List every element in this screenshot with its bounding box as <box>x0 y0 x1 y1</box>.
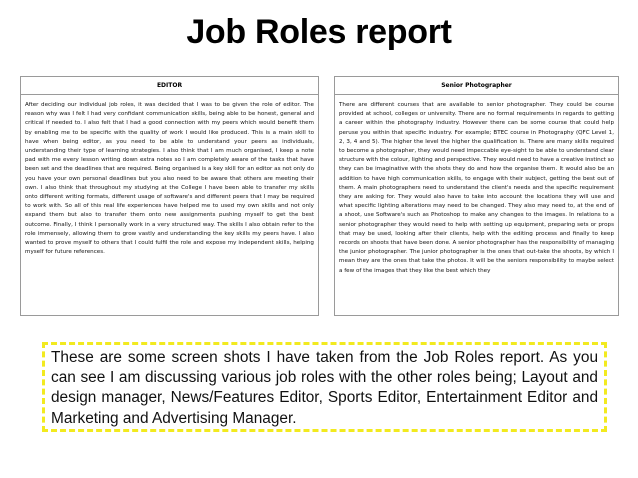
editor-text: After deciding our individual job roles, it was decided that I was to be given the role of editor. The reason why was I felt I had very confidant communication skills, being able to be honest, general and critical if needed to. I also felt that I had a good connection with my peers which would benefit them by enabling me to be specific with the quality of work I would like produced. This is a main skill to have when being editor, as you need to be able to understand your peers as individuals, understanding their type of learning strategies. I also think that I am much organised, I keep a note pad with me every lesson writing down extra notes so I am completely aware of the tasks that have been set and the deadlines that are required. Being organised is a key skill for an editor as not only do you have your own personal deadlines but you also need to be aware that others are meeting their own. I also think that throughout my studying at the College I have been able to transfer my skills onto different writing formats, different usage of software's and different peers that I may be required to work with. So all of this real life experiences have helped me to used my own skills and not only expand them but also to transfer them onto new assignments pushing myself to get the best outcome. Finally, I think I personally work in a very structured way. The skills I also obtain refer to the role immensely, allowing them to grow vastly and understanding the key skills my peers have. I also wanted to prove myself to others that I could fulfil the role and expose my independent skills, helping myself for future references. <box>25 102 314 256</box>
senior-photographer-heading: Senior Photographer <box>335 77 618 95</box>
editor-screenshot <box>20 76 319 316</box>
caption-box: These are some screen shots I have taken from the Job Roles report. As you can see I am discussing various job roles with the other roles being; Layout and design manager, News/Features Editor, Sports Editor, Entertainment Editor and Marketing and Advertising Manager. <box>42 342 607 432</box>
editor-heading: EDITOR <box>21 77 318 95</box>
page-title: Job Roles report <box>186 13 452 51</box>
senior-photographer-screenshot <box>334 76 619 316</box>
senior-photographer-text: There are different courses that are available to senior photographer. They could be course provided at school, colleges or university. There are no formal requirements in regards to getting a career within the photography industry. However there can be some course that could help peruse you within that specific industry. For example; BTEC course in Photography (QFC Level 1, 2, 3, 4 and 5). The higher the level the higher the qualification is. There are many skills required to become a photographer, they would need impeccable eye-sight to be able to understand clear structure with the colour, lighting and perspective. They would need to have a creative instinct so they can be imaginative with the shots they do and how the organise them. It would also be an addition to have high communication skills, to engage with their subject, getting the best out of them. A main photographers need to understand the client's needs and the specific requirement they are asking for. They would also have to take into account the locations they will use and what specific lighting alterations may need to be changed. They also may need to, at the end of a shoot, use Software's such as Photoshop to make any changes to the images. In relations to a senior photographer they would need to help with setting up equipment, preparing sets or props that may be used, looking after their clients, help with the editing process and finally to keep records on shoots that have been done. A senior photographer has the responsibility of managing the junior photographer. The junior photographer is the ones that out-take the shoots, by which I mean they are the ones that take the photos. It will be the seniors responsibility to maybe select a few of the images that they like the best which they <box>339 102 614 274</box>
